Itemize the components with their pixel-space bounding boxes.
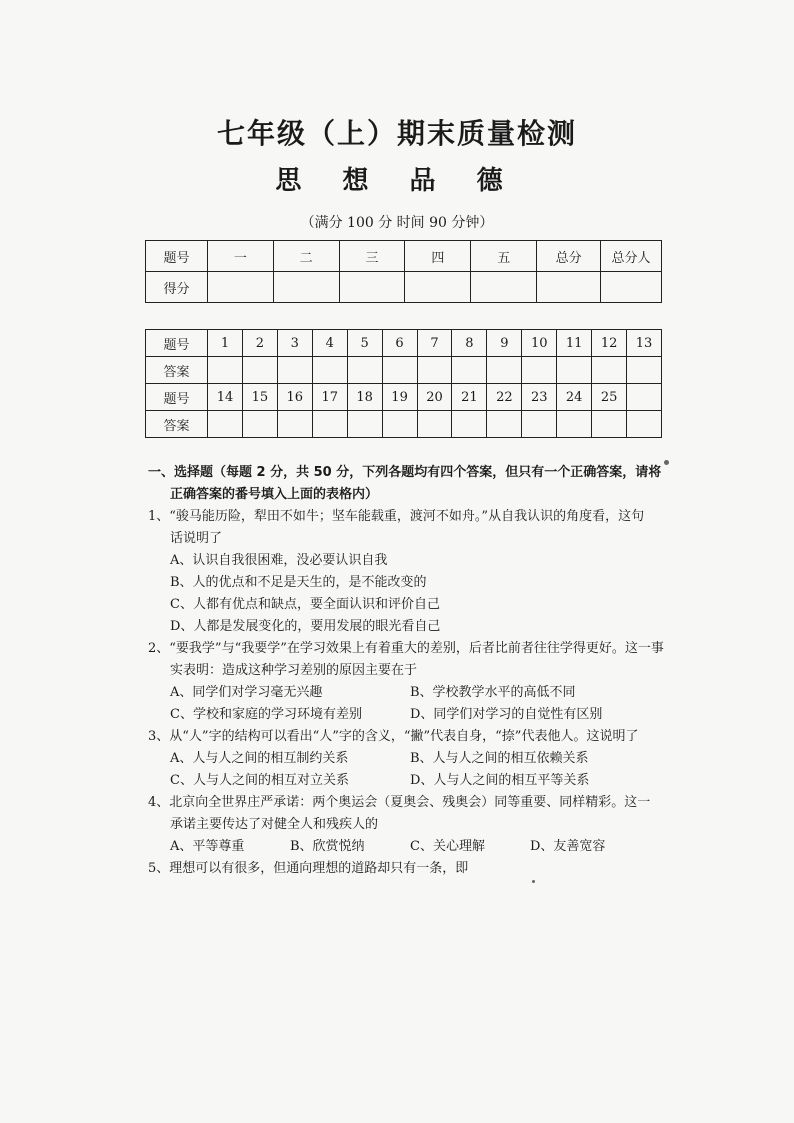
question-number-cell: 22 — [487, 384, 522, 411]
answer-cell[interactable] — [452, 357, 487, 384]
question-number-cell: 9 — [487, 330, 522, 357]
answer-cell[interactable] — [382, 411, 417, 438]
answer-cell[interactable] — [417, 357, 452, 384]
question-number-cell: 14 — [208, 384, 243, 411]
score-table-score-row — [146, 272, 662, 303]
question-number-cell: 18 — [347, 384, 382, 411]
question-stem-cont: 话说明了 — [170, 531, 223, 546]
score-row-label: 得分 — [146, 272, 208, 303]
question-1 — [148, 506, 668, 638]
question-number-cell: 7 — [417, 330, 452, 357]
question-number-cell: 15 — [242, 384, 277, 411]
section-heading-cont: 正确答案的番号填入上面的表格内） — [170, 487, 379, 502]
answer-cell[interactable] — [347, 411, 382, 438]
question-number-cell: 23 — [522, 384, 557, 411]
question-4 — [148, 792, 668, 858]
question-number-cell: 17 — [312, 384, 347, 411]
answer-cell[interactable] — [557, 411, 592, 438]
option-c: C、学校和家庭的学习环境有差别 — [170, 707, 362, 722]
answer-cell[interactable] — [242, 357, 277, 384]
option-b: B、欣赏悦纳 — [290, 839, 365, 854]
option-a: A、平等尊重 — [170, 839, 245, 854]
answer-cell[interactable] — [277, 411, 312, 438]
answer-cell[interactable] — [592, 411, 627, 438]
option-d: D、人与人之间的相互平等关系 — [410, 773, 590, 788]
answer-cell[interactable] — [557, 357, 592, 384]
question-stem-cont: 实表明：造成这种学习差别的原因主要在于 — [170, 663, 418, 678]
answer-table — [145, 329, 662, 438]
option-d: D、友善宽容 — [530, 839, 606, 854]
scan-speck — [664, 460, 669, 465]
score-cell[interactable] — [405, 272, 471, 303]
question-number-cell: 4 — [312, 330, 347, 357]
answer-cell[interactable] — [277, 357, 312, 384]
score-header-cell: 三 — [339, 241, 405, 272]
exam-title: 七年级（上）期末质量检测 — [216, 117, 577, 150]
question-number-cell: 6 — [382, 330, 417, 357]
score-header-cell: 一 — [207, 241, 273, 272]
score-cell[interactable] — [537, 272, 601, 303]
answer-cell[interactable] — [382, 357, 417, 384]
option-row — [148, 770, 668, 792]
answer-cell[interactable] — [522, 357, 557, 384]
answer-cell[interactable] — [312, 411, 347, 438]
answer-cell[interactable] — [347, 357, 382, 384]
question-number-cell: 19 — [382, 384, 417, 411]
question-number-cell: 16 — [277, 384, 312, 411]
answer-row-label: 题号 — [146, 384, 208, 411]
score-cell[interactable] — [273, 272, 339, 303]
score-cell[interactable] — [471, 272, 537, 303]
option-c: C、关心理解 — [410, 839, 485, 854]
score-table — [145, 240, 662, 303]
question-number-cell — [627, 384, 662, 411]
section-heading: 一、选择题（每题 2 分，共 50 分，下列各题均有四个答案，但只有一个正确答案，请将 — [148, 465, 662, 480]
question-number-cell: 20 — [417, 384, 452, 411]
answer-cell[interactable] — [487, 411, 522, 438]
answer-cell[interactable] — [487, 357, 522, 384]
option-b: B、学校教学水平的高低不同 — [410, 685, 576, 700]
option-a: A、同学们对学习毫无兴趣 — [170, 685, 323, 700]
exam-meta: （满分 100 分 时间 90 分钟） — [300, 215, 494, 231]
question-number-cell: 25 — [592, 384, 627, 411]
option-d: D、同学们对学习的自觉性有区别 — [410, 707, 603, 722]
score-header-cell: 五 — [471, 241, 537, 272]
answer-entry-row — [146, 357, 662, 384]
answer-cell[interactable] — [208, 411, 243, 438]
answer-cell[interactable] — [312, 357, 347, 384]
score-cell[interactable] — [207, 272, 273, 303]
option-d: D、人都是发展变化的，要用发展的眼光看自己 — [170, 619, 441, 634]
question-stem-cont: 承诺主要传达了对健全人和残疾人的 — [170, 817, 379, 832]
question-number-cell: 10 — [522, 330, 557, 357]
question-stem: 3、从“人”字的结构可以看出“人”字的含义，“撇”代表自身，“捺”代表他人。这说明了 — [148, 729, 639, 744]
answer-row-label: 答案 — [146, 357, 208, 384]
answer-number-row — [146, 384, 662, 411]
answer-row-label: 题号 — [146, 330, 208, 357]
question-number-cell: 24 — [557, 384, 592, 411]
question-number-cell: 8 — [452, 330, 487, 357]
exam-subject: 思 想 品 德 — [275, 166, 519, 196]
question-number-cell: 5 — [347, 330, 382, 357]
option-b: B、人的优点和不足是天生的，是不能改变的 — [170, 575, 427, 590]
answer-cell[interactable] — [627, 411, 662, 438]
question-3 — [148, 726, 668, 792]
answer-cell[interactable] — [452, 411, 487, 438]
answer-cell[interactable] — [627, 357, 662, 384]
score-table-header-row — [146, 241, 662, 272]
option-row — [148, 748, 668, 770]
answer-row-label: 答案 — [146, 411, 208, 438]
score-cell[interactable] — [601, 272, 662, 303]
question-stem: 4、北京向全世界庄严承诺：两个奥运会（夏奥会、残奥会）同等重要、同样精彩。这一 — [148, 795, 651, 810]
answer-cell[interactable] — [522, 411, 557, 438]
question-stem: 5、理想可以有很多，但通向理想的道路却只有一条，即 — [148, 861, 469, 876]
question-stem: 2、“要我学”与“我要学”在学习效果上有着重大的差别，后者比前者往往学得更好。这一事 — [148, 641, 664, 656]
answer-entry-row — [146, 411, 662, 438]
question-2 — [148, 638, 668, 726]
questions-section — [148, 462, 668, 880]
option-a: A、认识自我很困难，没必要认识自我 — [170, 553, 388, 568]
option-a: A、人与人之间的相互制约关系 — [170, 751, 349, 766]
score-header-cell: 总分人 — [601, 241, 662, 272]
answer-number-row — [146, 330, 662, 357]
option-row — [148, 682, 668, 704]
question-5 — [148, 858, 668, 880]
option-c: C、人与人之间的相互对立关系 — [170, 773, 349, 788]
score-header-cell: 四 — [405, 241, 471, 272]
scan-speck — [532, 880, 535, 883]
answer-cell[interactable] — [417, 411, 452, 438]
option-b: B、人与人之间的相互依赖关系 — [410, 751, 589, 766]
score-header-cell: 总分 — [537, 241, 601, 272]
option-row — [148, 836, 668, 858]
question-number-cell: 11 — [557, 330, 592, 357]
answer-cell[interactable] — [242, 411, 277, 438]
question-number-cell: 12 — [592, 330, 627, 357]
question-number-cell: 3 — [277, 330, 312, 357]
question-stem: 1、“骏马能历险，犁田不如牛；坚车能载重，渡河不如舟。”从自我认识的角度看，这句 — [148, 509, 645, 524]
question-number-cell: 2 — [242, 330, 277, 357]
question-number-cell: 13 — [627, 330, 662, 357]
score-cell[interactable] — [339, 272, 405, 303]
score-header-cell: 题号 — [146, 241, 208, 272]
question-number-cell: 21 — [452, 384, 487, 411]
score-header-cell: 二 — [273, 241, 339, 272]
question-number-cell: 1 — [208, 330, 243, 357]
answer-cell[interactable] — [592, 357, 627, 384]
answer-cell[interactable] — [208, 357, 243, 384]
option-c: C、人都有优点和缺点，要全面认识和评价自己 — [170, 597, 440, 612]
option-row — [148, 704, 668, 726]
